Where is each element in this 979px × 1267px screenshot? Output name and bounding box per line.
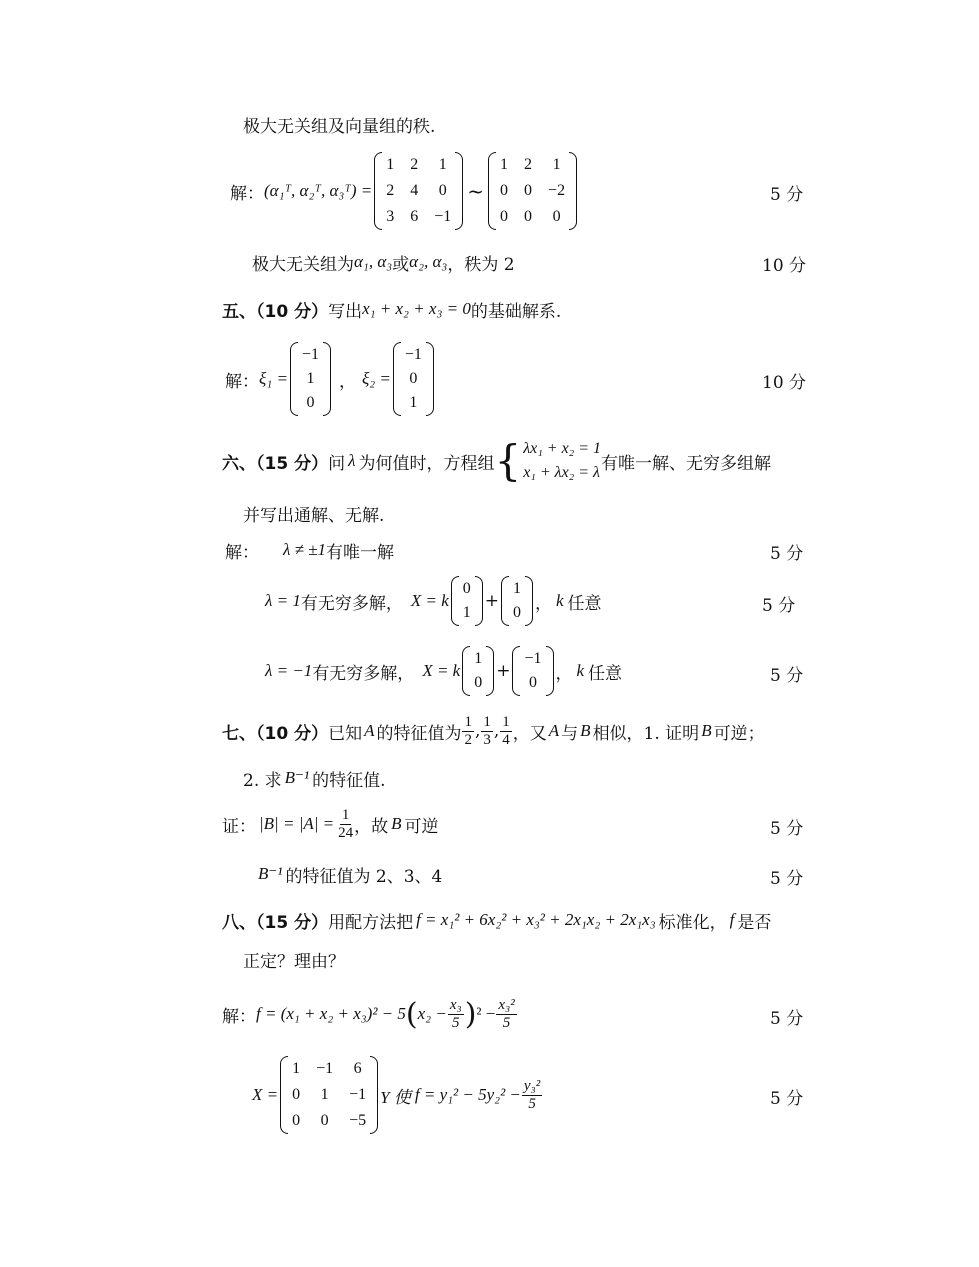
- question-text-line2: 正定？理由？: [243, 952, 345, 972]
- question-text: 有唯一解、无穷多组解: [601, 453, 772, 474]
- matrix-cell: 6: [410, 208, 419, 225]
- case-text: 有唯一解: [326, 542, 395, 563]
- vector-xi-1: [290, 342, 331, 416]
- matrix-cell: 6: [353, 1060, 362, 1077]
- matrix-cell: 0: [500, 182, 509, 199]
- q7-line2: 2. 求 B⁻¹ 的特征值.: [243, 768, 386, 791]
- question-text: 问: [328, 453, 346, 474]
- matrix-cell: 0: [320, 1112, 329, 1129]
- vector-cell: 0: [474, 674, 483, 691]
- xi-1-label: ξ₁ =: [259, 369, 288, 388]
- q7-proof-row: 证： |B| = |A| = $\frac{1}{24}$ ，故 B 可逆: [222, 806, 439, 841]
- answer-or: 或: [392, 254, 410, 275]
- fraction: $\frac{1}{24}$: [338, 806, 354, 841]
- fraction: $\frac{\text{y₃²}}{5}$: [523, 1077, 541, 1112]
- condition: λ = −1: [265, 661, 313, 680]
- condition: λ ≠ ±1: [283, 540, 327, 559]
- q5-solution-row: [225, 340, 436, 418]
- vector-cell: 0: [513, 604, 521, 621]
- matrix-cell: 3: [386, 208, 395, 225]
- score-label: 5 分: [770, 1089, 804, 1109]
- question-text-line2: 并写出通解、无解.: [243, 506, 385, 526]
- vector-cell: 1: [462, 604, 471, 621]
- q5-heading-row: [222, 297, 561, 321]
- matrix-2-cells: [496, 152, 569, 230]
- matrix-cell: 0: [500, 208, 509, 225]
- general-solution: X = k: [410, 591, 449, 610]
- vector: [462, 646, 494, 696]
- vector-cell: −1: [404, 346, 422, 363]
- vector-xi-2: [393, 342, 434, 416]
- vector-cell: 0: [306, 394, 315, 411]
- solution-prefix: 解：: [225, 542, 259, 563]
- fraction: $\frac{1}{3}$: [483, 713, 491, 748]
- matrix-1-cells: [382, 152, 455, 230]
- question-text: 写出: [328, 301, 363, 322]
- comma: ，: [338, 371, 356, 392]
- score-label: 5 分: [770, 1009, 804, 1029]
- answer-math-2: α₂, α₃: [409, 252, 448, 271]
- matrix-cell: −1: [316, 1060, 334, 1077]
- matrix-cell: 0: [292, 1112, 301, 1129]
- q8-transform-row: X = 1 −1 6 0 1 −1 0 0 −5 Y 使 f = y₁² − 5y₂² − $\frac{\text{y₃²}}{5}$: [252, 1055, 543, 1135]
- vector: [501, 576, 533, 626]
- score-label: 5 分: [770, 185, 804, 205]
- case-text: 有无穷多解，: [312, 663, 415, 684]
- tilde-symbol: ~: [467, 179, 485, 203]
- matrix-cell: 1: [386, 156, 395, 173]
- matrix-cell: 1: [552, 156, 561, 173]
- matrix-cell: 2: [386, 182, 395, 199]
- q8-heading-row: 八、（15 分） 用配方法把 f = x₁² + 6x₂² + x₃² + 2x₁x₂ + 2x₁x₃ 标准化， f 是否: [222, 906, 771, 934]
- matrix-cell: −2: [548, 182, 566, 199]
- answer-rank: ，秩为 2: [447, 254, 515, 275]
- question-heading: 八、（15 分）: [222, 912, 329, 933]
- case-text: 有无穷多解，: [300, 593, 403, 614]
- vector-cell: 0: [462, 580, 471, 597]
- score-label: 5 分: [770, 544, 804, 564]
- X-equals: X =: [252, 1085, 279, 1104]
- determinant: |B| = |A| =: [259, 814, 335, 833]
- completing-square: f = (x₁ + x₂ + x₃)² − 5: [256, 1004, 406, 1023]
- q4-solution-row: [230, 150, 579, 232]
- transform-matrix: [280, 1056, 378, 1134]
- matrix-cell: −1: [349, 1086, 367, 1103]
- matrix-cell: 2: [410, 156, 419, 173]
- score-label: 5 分: [770, 819, 804, 839]
- matrix-cell: 0: [292, 1086, 301, 1103]
- answer-text: 极大无关组为: [252, 254, 354, 275]
- matrix-cell: 1: [320, 1086, 329, 1103]
- xi-2-label: ξ₂ =: [361, 369, 391, 388]
- general-solution: X = k: [422, 661, 461, 680]
- score-label: 5 分: [770, 666, 804, 686]
- vector-cell: 1: [409, 394, 418, 411]
- question-heading: 五、（10 分）: [222, 301, 329, 322]
- matrix-cell: 2: [524, 156, 533, 173]
- question-text: 的基础解系.: [470, 301, 562, 322]
- score-label: 10 分: [762, 256, 807, 276]
- vector-cell: −1: [301, 346, 319, 363]
- score-label: 5 分: [770, 869, 804, 889]
- vector-cell: 1: [513, 580, 521, 597]
- q6-case-1: [225, 538, 394, 562]
- q6-case-2: λ = 1 有无穷多解， X = k 0 1 + 1 0 ， k 任意: [265, 575, 602, 627]
- vector: [451, 576, 483, 626]
- standard-form: f = y₁² − 5y₂² −: [414, 1085, 521, 1104]
- left-brace: {: [494, 436, 522, 485]
- quadratic-form: f = x₁² + 6x₂² + x₃² + 2x₁x₂ + 2x₁x₃: [416, 910, 656, 929]
- vector-cell: 0: [409, 370, 418, 387]
- matrix-cell: 1: [500, 156, 509, 173]
- score-label: 5 分: [762, 596, 796, 616]
- vector: [512, 646, 553, 696]
- matrix-cell: 4: [410, 182, 419, 199]
- fraction: $\frac{1}{4}$: [502, 713, 510, 748]
- equation: x₁ + x₂ + x₃ = 0: [362, 299, 471, 318]
- q8-solution-row: 解： f = (x₁ + x₂ + x₃)² − 5 ( x₂ − $\frac{\text{x₃}}{5}$ ) ² − $\frac{\text{x₃²}}{5}$: [222, 996, 515, 1032]
- vector-cell: −1: [524, 650, 542, 667]
- fraction: $\frac{\text{x₃}}{5}$: [449, 996, 462, 1031]
- score-label: 10 分: [762, 373, 807, 393]
- matrix-cell: 0: [552, 208, 561, 225]
- matrix-cell: 1: [292, 1060, 301, 1077]
- matrix-2: [488, 152, 577, 230]
- matrix-1: [374, 152, 463, 230]
- fraction: $\frac{1}{2}$: [464, 713, 472, 748]
- lambda: λ: [348, 451, 356, 470]
- matrix-cell: −1: [434, 208, 452, 225]
- q7-eigen-row: B⁻¹ 的特征值为 2、3、4: [258, 864, 443, 887]
- vector-cell: 1: [306, 370, 315, 387]
- matrix-cell: 0: [438, 182, 447, 199]
- vector-cell: 0: [528, 674, 537, 691]
- vector-cell: 1: [474, 650, 483, 667]
- q4-answer-row: [252, 250, 515, 274]
- matrix-cell: 1: [438, 156, 447, 173]
- matrix-cell: 0: [524, 182, 533, 199]
- proof-prefix: 证：: [222, 816, 256, 837]
- matrix-cell: −5: [349, 1112, 367, 1129]
- question-heading: 七、（10 分）: [222, 723, 329, 744]
- solution-prefix: 解：: [230, 183, 264, 204]
- q7-heading-row: 七、（10 分） 已知 A 的特征值为 $\frac{1}{2}$ , $\frac{1}{3}$ , $\frac{1}{4}$ ，又 A 与 B 相似，1. 证明 B 可逆；: [222, 713, 765, 748]
- answer-math-1: α₁, α₃: [354, 252, 393, 271]
- fraction: $\frac{\text{x₃²}}{5}$: [498, 996, 515, 1031]
- condition: λ = 1: [265, 591, 301, 610]
- question-heading: 六、（15 分）: [222, 453, 329, 474]
- q6-heading-row: [222, 436, 771, 486]
- continuation-text: 极大无关组及向量组的秩.: [243, 117, 436, 137]
- equation-system: λx₁ + x₂ = 1 x₁ + λx₂ = λ: [523, 440, 602, 481]
- question-text: 为何值时，方程组: [358, 453, 495, 474]
- vector-tuple: (α₁ᵀ, α₂ᵀ, α₃ᵀ) =: [264, 181, 373, 200]
- q6-case-3: λ = −1 有无穷多解， X = k 1 0 + −1 0 ， k 任意: [265, 645, 622, 697]
- solution-prefix: 解：: [222, 1006, 256, 1027]
- solution-prefix: 解：: [225, 371, 259, 392]
- matrix-cell: 0: [524, 208, 533, 225]
